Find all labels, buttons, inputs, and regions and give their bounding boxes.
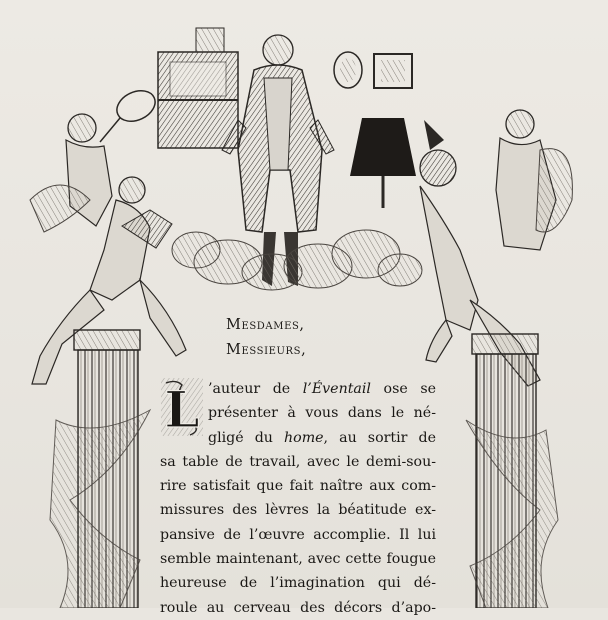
dropcap-letter: L: [164, 380, 200, 437]
italic-run: home: [284, 429, 324, 446]
bookcase-engraving: [158, 28, 238, 148]
text-run: semble maintenant, avec cette fougue: [160, 551, 436, 568]
text-run: , au sortir de: [323, 429, 436, 446]
text-run: heureuse de l’imagination qui dé-: [160, 575, 436, 592]
body-line: [160, 426, 436, 450]
text-run: roule au cerveau des décors d’apo-: [160, 599, 436, 616]
body-line: [160, 498, 436, 522]
body-line: [160, 377, 436, 401]
text-run: présenter à vous dans le né-: [208, 405, 436, 422]
salutation-line-1: Mesdames,: [226, 317, 305, 333]
body-text: [160, 377, 436, 620]
salutation-line-2: Messieurs,: [226, 342, 307, 358]
text-run: sa table de travail, avec le demi-sou-: [160, 453, 436, 470]
italic-run: l’Éventail: [302, 381, 371, 397]
left-column-engraving: [50, 330, 150, 608]
text-run: gligé du: [208, 429, 285, 446]
text-run: ose se: [370, 381, 437, 397]
text-run: missures des lèvres la béatitude ex-: [160, 502, 436, 519]
text-run: ’auteur de: [208, 381, 303, 397]
body-line: [160, 571, 436, 595]
right-column-engraving: [466, 334, 558, 608]
text-run: pansive de l’œuvre accomplie. Il lui: [160, 526, 436, 543]
body-line: [160, 474, 436, 498]
body-line: [160, 450, 436, 474]
text-run: rire satisfait que fait naître aux com-: [160, 478, 436, 495]
lamp-engraving: [350, 118, 416, 208]
body-line: [160, 547, 436, 571]
wall-pictures-engraving: [334, 52, 412, 88]
body-line: [160, 523, 436, 547]
body-line: [160, 401, 436, 425]
